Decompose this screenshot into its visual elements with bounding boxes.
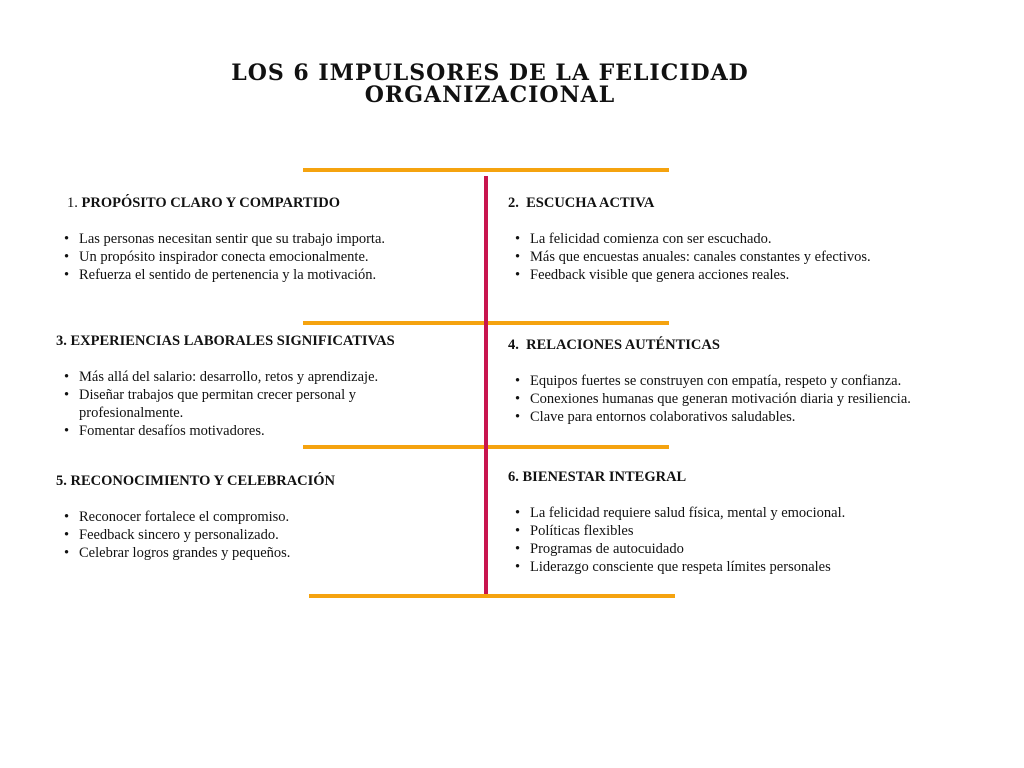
section-1-list [56,230,489,284]
section-6-heading [508,468,686,486]
section-3-list [56,368,449,440]
divider-top [303,168,669,172]
section-1-item: • Refuerza el sentido de pertenencia y la motivación. [79,266,489,284]
section-1-number: 1. [67,195,78,211]
section-3-title: EXPERIENCIAS LABORALES SIGNIFICATIVAS [70,333,395,349]
section-3-number: 3. [56,333,67,349]
section-2-number: 2. [508,195,519,211]
section-1-heading [67,194,340,212]
section-3-item: • Más allá del salario: desarrollo, retos y aprendizaje. [79,368,449,386]
page-title-line-1: LOS 6 IMPULSORES DE LA FELICIDAD [231,60,749,86]
section-2-list [507,230,1010,284]
section-6-number: 6. [508,469,519,485]
section-6-item: • La felicidad requiere salud física, mental y emocional. [530,504,1024,522]
section-3-heading [56,332,395,350]
section-4-item: • Conexiones humanas que generan motivación diaria y resiliencia. [530,390,1024,408]
section-5-title: RECONOCIMIENTO Y CELEBRACIÓN [70,473,336,489]
section-5-item: • Celebrar logros grandes y pequeños. [79,544,489,562]
section-2-title: ESCUCHA ACTIVA [526,195,655,211]
section-5-item: • Reconocer fortalece el compromiso. [79,508,489,526]
page-title-line-2: ORGANIZACIONAL [364,82,616,108]
section-4-title: RELACIONES AUTÉNTICAS [526,337,720,353]
section-6-item: • Liderazgo consciente que respeta límites personales [530,558,1024,576]
section-6-item: • Programas de autocuidado [530,540,1024,558]
section-5-item: • Feedback sincero y personalizado. [79,526,489,544]
section-4-list [507,372,1024,426]
section-4-item: • Clave para entornos colaborativos saludables. [530,408,1024,426]
section-5-list [56,508,489,562]
section-3-item: • Diseñar trabajos que permitan crecer personal y profesionalmente. [79,386,449,422]
section-4-number: 4. [508,337,519,353]
section-4-heading [508,336,720,354]
section-3-item: • Fomentar desafíos motivadores. [79,422,449,440]
section-6-list [507,504,1024,576]
section-5-heading [56,472,335,490]
section-2-heading [508,194,654,212]
section-2-item: • Feedback visible que genera acciones reales. [530,266,1010,284]
section-2-item: • La felicidad comienza con ser escuchado. [530,230,1010,248]
section-1-title: PROPÓSITO CLARO Y COMPARTIDO [81,195,340,211]
section-6-item: • Políticas flexibles [530,522,1024,540]
divider-bottom [309,594,675,598]
section-6-title: BIENESTAR INTEGRAL [522,469,687,485]
section-2-item: • Más que encuestas anuales: canales constantes y efectivos. [530,248,1010,266]
section-1-item: • Un propósito inspirador conecta emocionalmente. [79,248,489,266]
section-5-number: 5. [56,473,67,489]
section-1-item: • Las personas necesitan sentir que su trabajo importa. [79,230,489,248]
section-4-item: • Equipos fuertes se construyen con empatía, respeto y confianza. [530,372,1024,390]
